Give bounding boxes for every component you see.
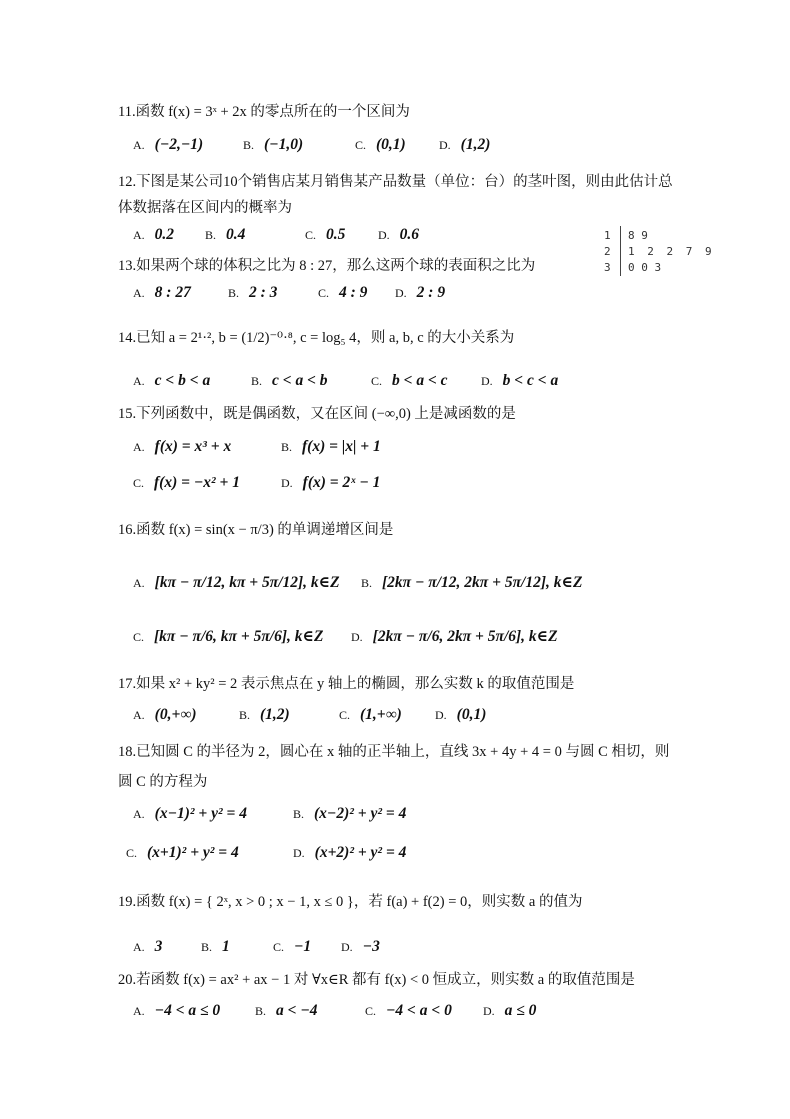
q11-option-a: A. (−2,−1) <box>133 136 204 153</box>
stem-leaf-row <box>604 244 715 260</box>
q16-option-d: D. [2kπ − π/6, 2kπ + 5π/6], k∈Z <box>351 628 558 645</box>
q19-stem: 19.函数 f(x) = { 2ˣ, x > 0 ; x − 1, x ≤ 0 }，若 f(a) + f(2) = 0，则实数 a 的值为 <box>118 894 583 910</box>
q13-option-d: D. 2 : 9 <box>395 284 446 301</box>
q15-option-d: D. f(x) = 2ˣ − 1 <box>281 474 381 491</box>
q19-option-d: D. −3 <box>341 938 380 955</box>
stem-leaf-row <box>604 228 648 244</box>
q14-stem: 14.已知 a = 2¹·², b = (1/2)⁻⁰·⁸, c = log₅ 4，则 a, b, c 的大小关系为 <box>118 330 515 346</box>
stem-leaf-plot <box>604 226 760 280</box>
q11-option-b: B. (−1,0) <box>243 136 304 153</box>
q15-option-c: C. f(x) = −x² + 1 <box>133 474 240 491</box>
q18-stem: 18.已知圆 C 的半径为 2，圆心在 x 轴的正半轴上，直线 3x + 4y + 4 = 0 与圆 C 相切，则 <box>118 744 670 760</box>
q18-stem-line2: 圆 C 的方程为 <box>118 774 208 790</box>
q18-option-b: B. (x−2)² + y² = 4 <box>293 805 407 822</box>
q13-option-c: C. 4 : 9 <box>318 284 368 301</box>
q12-option-b: B. 0.4 <box>205 226 246 243</box>
q12-option-c: C. 0.5 <box>305 226 346 243</box>
q19-option-c: C. −1 <box>273 938 312 955</box>
stem-value: 3 <box>604 261 611 274</box>
q14-option-b: B. c < a < b <box>251 372 328 389</box>
q14-option-a: A. c < b < a <box>133 372 211 389</box>
q20-option-b: B. a < −4 <box>255 1002 318 1019</box>
q12-option-d: D. 0.6 <box>378 226 420 243</box>
q17-option-a: A. (0,+∞) <box>133 706 197 723</box>
q12-stem: 12.下图是某公司10个销售店某月销售某产品数量（单位：台）的茎叶图，则由此估计总 <box>118 174 673 190</box>
q19-option-a: A. 3 <box>133 938 163 955</box>
q20-option-a: A. −4 < a ≤ 0 <box>133 1002 221 1019</box>
q18-option-a: A. (x−1)² + y² = 4 <box>133 805 247 822</box>
q12-option-a: A. 0.2 <box>133 226 175 243</box>
q14-option-c: C. b < a < c <box>371 372 448 389</box>
q13-option-a: A. 8 : 27 <box>133 284 191 301</box>
q11-stem: 11.函数 f(x) = 3ˣ + 2x 的零点所在的一个区间为 <box>118 104 410 120</box>
q18-option-d: D. (x+2)² + y² = 4 <box>293 844 407 861</box>
q11-option-c: C. (0,1) <box>355 136 406 153</box>
leaf-values: 0 0 3 <box>628 261 662 274</box>
q13-stem: 13.如果两个球的体积之比为 8 : 27，那么这两个球的表面积之比为 <box>118 258 536 274</box>
q16-stem: 16.函数 f(x) = sin(x − π/3) 的单调递增区间是 <box>118 522 394 538</box>
q17-option-c: C. (1,+∞) <box>339 706 402 723</box>
q16-option-b: B. [2kπ − π/12, 2kπ + 5π/12], k∈Z <box>361 574 583 591</box>
q15-option-b: B. f(x) = |x| + 1 <box>281 438 381 455</box>
stem-leaf-row <box>604 260 662 276</box>
q13-option-b: B. 2 : 3 <box>228 284 278 301</box>
stem-value: 1 <box>604 229 611 242</box>
q14-option-d: D. b < c < a <box>481 372 559 389</box>
q17-option-b: B. (1,2) <box>239 706 290 723</box>
q16-option-a: A. [kπ − π/12, kπ + 5π/12], k∈Z <box>133 574 340 591</box>
q20-stem: 20.若函数 f(x) = ax² + ax − 1 对 ∀x∈R 都有 f(x) < 0 恒成立，则实数 a 的取值范围是 <box>118 972 635 988</box>
leaf-values: 1 2 2 7 9 <box>628 245 715 258</box>
q15-stem: 15.下列函数中，既是偶函数，又在区间 (−∞,0) 上是减函数的是 <box>118 406 516 422</box>
q20-option-c: C. −4 < a < 0 <box>365 1002 452 1019</box>
q11-option-d: D. (1,2) <box>439 136 491 153</box>
q15-option-a: A. f(x) = x³ + x <box>133 438 232 455</box>
stem-value: 2 <box>604 245 611 258</box>
q19-option-b: B. 1 <box>201 938 230 955</box>
q17-stem: 17.如果 x² + ky² = 2 表示焦点在 y 轴上的椭圆，那么实数 k 的取值范围是 <box>118 676 575 692</box>
stem-leaf-divider <box>620 226 621 276</box>
q17-option-d: D. (0,1) <box>435 706 487 723</box>
leaf-values: 8 9 <box>628 229 648 242</box>
q20-option-d: D. a ≤ 0 <box>483 1002 537 1019</box>
q16-option-c: C. [kπ − π/6, kπ + 5π/6], k∈Z <box>133 628 324 645</box>
q12-stem-line2: 体数据落在区间内的概率为 <box>118 200 292 216</box>
q18-option-c: C. (x+1)² + y² = 4 <box>126 844 239 861</box>
